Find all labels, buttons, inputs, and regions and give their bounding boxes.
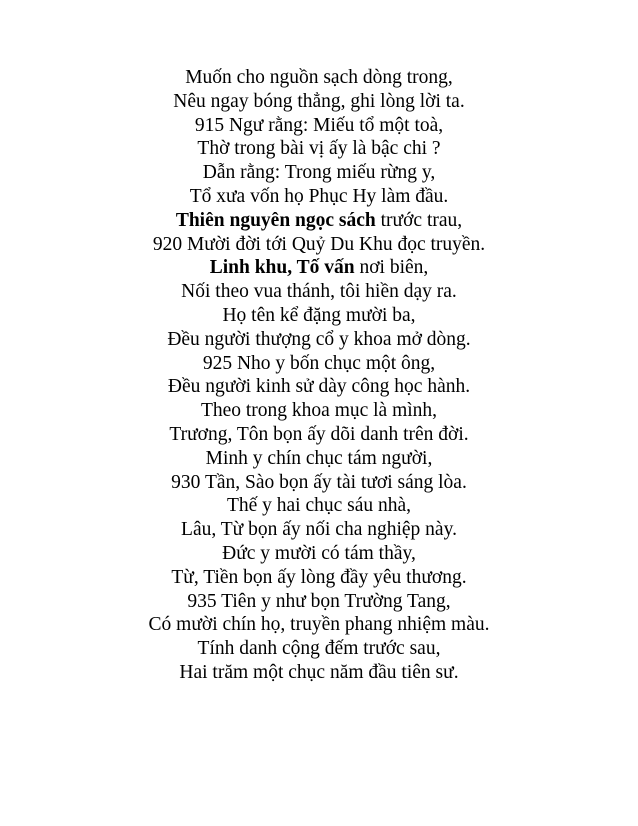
- poem-line: Từ, Tiền bọn ấy lòng đầy yêu thương.: [171, 566, 467, 588]
- poem-line: Đức y mười có tám thầy,: [222, 542, 416, 564]
- poem-line: 930 Tần, Sào bọn ấy tài tươi sáng lòa.: [171, 471, 467, 493]
- poem-line: Thế y hai chục sáu nhà,: [226, 495, 412, 517]
- poem-line: 925 Nho y bốn chục một ông,: [202, 352, 436, 374]
- bold-title-text: Thiên nguyên ngọc sách: [175, 209, 376, 231]
- poem-line: Tổ xưa vốn họ Phục Hy làm đầu.: [189, 185, 449, 207]
- poem-line: Muốn cho nguồn sạch dòng trong,: [185, 67, 453, 88]
- poem-line: [0, 209, 638, 233]
- poem-line: 915 Ngư rằng: Miếu tổ một toà,: [194, 114, 444, 136]
- poem-line: Tính danh cộng đếm trước sau,: [197, 638, 441, 660]
- bold-title-text: Linh khu, Tố vấn: [209, 257, 355, 279]
- poem-line-rest: trước trau,: [375, 209, 463, 231]
- poem-line: 920 Mười đời tới Quỷ Du Khu đọc truyền.: [152, 233, 486, 255]
- poem-line-rest: nơi biên,: [354, 257, 429, 279]
- poem-line: Có mười chín họ, truyền phang nhiệm màu.: [148, 614, 490, 636]
- poem-page: [0, 66, 638, 685]
- poem-line: Nối theo vua thánh, tôi hiền dạy ra.: [181, 281, 457, 303]
- poem-line: Nêu ngay bóng thẳng, ghi lòng lời ta.: [173, 90, 465, 112]
- poem-line: Minh y chín chục tám người,: [205, 447, 433, 469]
- poem-line: Lâu, Từ bọn ấy nối cha nghiệp này.: [181, 519, 457, 541]
- poem-line: Hai trăm một chục năm đầu tiên sư.: [179, 661, 459, 683]
- poem-line: Trương, Tôn bọn ấy dõi danh trên đời.: [169, 423, 469, 445]
- poem-line: Theo trong khoa mục là mình,: [200, 400, 438, 422]
- poem-line: Đều người thượng cổ y khoa mở dòng.: [167, 328, 471, 350]
- poem-line: Đều người kinh sử dày công học hành.: [167, 376, 471, 398]
- poem-line: Họ tên kể đặng mười ba,: [222, 304, 416, 326]
- poem-line: [0, 256, 638, 280]
- poem-line: Dẫn rằng: Trong miếu rừng y,: [202, 162, 436, 184]
- poem-line: Thờ trong bài vị ấy là bậc chi ?: [197, 138, 441, 160]
- poem-line: 935 Tiên y như bọn Trường Tang,: [187, 590, 451, 612]
